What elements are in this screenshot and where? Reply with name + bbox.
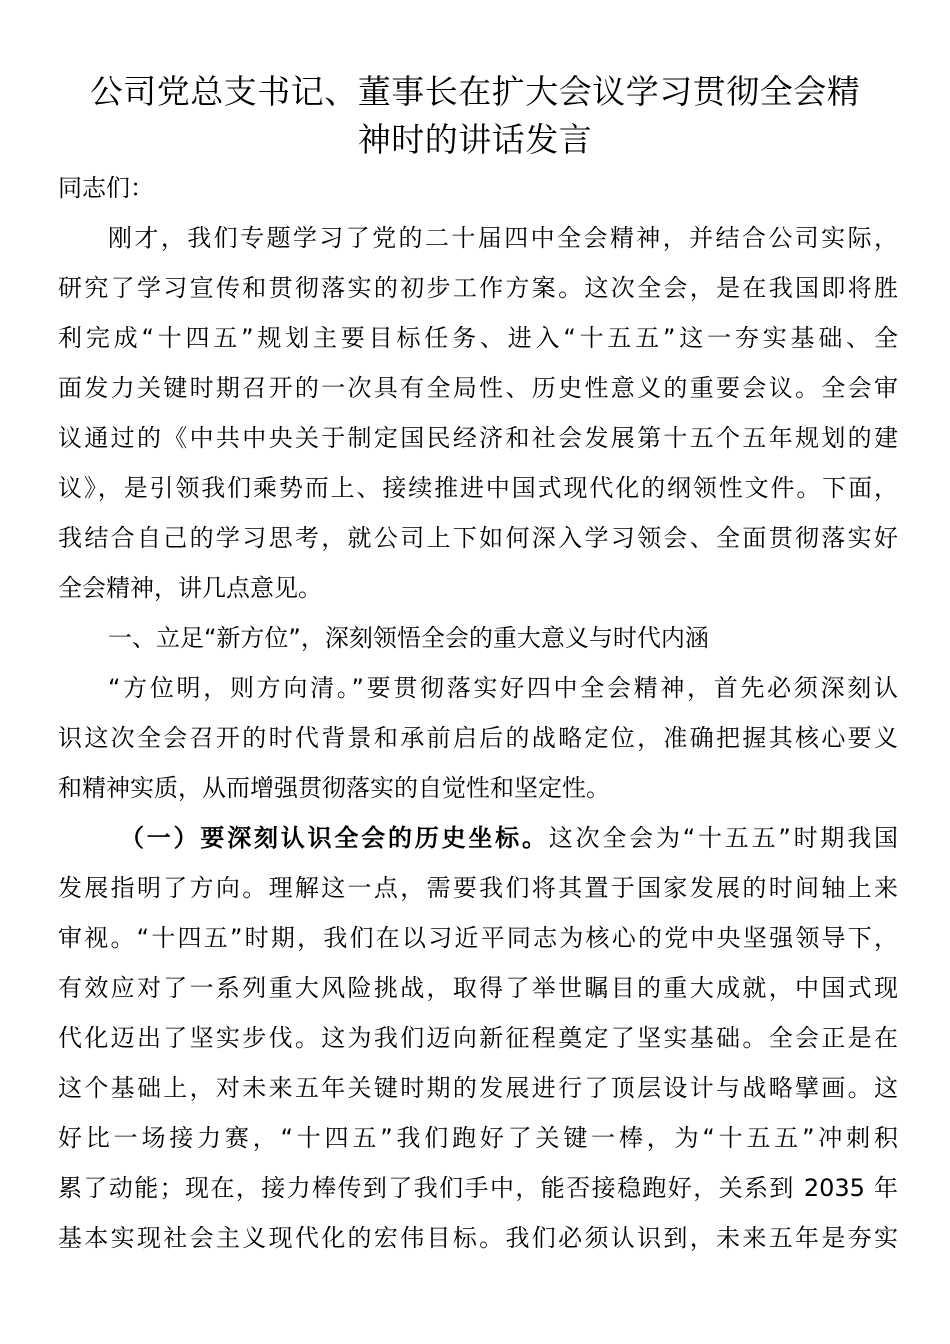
document-title-line-1: 公司党总支书记、董事长在扩大会议学习贯彻全会精 bbox=[89, 72, 861, 111]
subsection-1-first-line bbox=[120, 822, 898, 854]
paragraph-2-line: 和精神实质，从而增强贯彻落实的自觉性和坚定性。 bbox=[58, 774, 610, 802]
subsection-1-heading: （一）要深刻认识全会的历史坐标。 bbox=[120, 824, 549, 852]
document-title-line-2: 神时的讲话发言 bbox=[357, 120, 593, 159]
paragraph-2-line: “方位明，则方向清。”要贯彻落实好四中全会精神，首先必须深刻认 bbox=[108, 674, 898, 702]
paragraph-1-line: 研究了学习宣传和贯彻落实的初步工作方案。这次全会，是在我国即将胜 bbox=[58, 274, 898, 302]
paragraph-1-line: 利完成“十四五”规划主要目标任务、进入“十五五”这一夯实基础、全 bbox=[58, 324, 898, 352]
paragraph-1-line: 全会精神，讲几点意见。 bbox=[58, 574, 322, 602]
subsection-1-line: 审视。“十四五”时期，我们在以习近平同志为核心的党中央坚强领导下， bbox=[58, 924, 898, 952]
subsection-1-line: 这个基础上，对未来五年关键时期的发展进行了顶层设计与战略擘画。这 bbox=[58, 1074, 898, 1102]
subsection-1-line: 发展指明了方向。理解这一点，需要我们将其置于国家发展的时间轴上来 bbox=[58, 874, 898, 902]
paragraph-1-line: 议通过的《中共中央关于制定国民经济和社会发展第十五个五年规划的建 bbox=[58, 424, 898, 452]
subsection-1-line: 基本实现社会主义现代化的宏伟目标。我们必须认识到，未来五年是夯实 bbox=[58, 1224, 898, 1252]
salutation: 同志们： bbox=[58, 174, 154, 202]
subsection-1-first-line-text: 这次全会为“十五五”时期我国 bbox=[548, 824, 898, 852]
paragraph-1-line: 刚才，我们专题学习了党的二十届四中全会精神，并结合公司实际， bbox=[108, 224, 898, 252]
paragraph-1-line: 我结合自己的学习思考，就公司上下如何深入学习领会、全面贯彻落实好 bbox=[58, 524, 898, 552]
subsection-1-line: 好比一场接力赛，“十四五”我们跑好了关键一棒，为“十五五”冲刺积 bbox=[58, 1124, 898, 1152]
paragraph-1-line: 面发力关键时期召开的一次具有全局性、历史性意义的重要会议。全会审 bbox=[58, 374, 898, 402]
subsection-1-line: 代化迈出了坚实步伐。这为我们迈向新征程奠定了坚实基础。全会正是在 bbox=[58, 1024, 898, 1052]
subsection-1-line: 有效应对了一系列重大风险挑战，取得了举世瞩目的重大成就，中国式现 bbox=[58, 974, 898, 1002]
subsection-1-line: 累了动能；现在，接力棒传到了我们手中，能否接稳跑好，关系到 2035 年 bbox=[58, 1174, 898, 1202]
section-1-heading: 一、立足“新方位”，深刻领悟全会的重大意义与时代内涵 bbox=[108, 624, 709, 652]
paragraph-1-line: 议》，是引领我们乘势而上、接续推进中国式现代化的纲领性文件。下面， bbox=[58, 474, 898, 502]
paragraph-2-line: 识这次全会召开的时代背景和承前启后的战略定位，准确把握其核心要义 bbox=[58, 724, 898, 752]
